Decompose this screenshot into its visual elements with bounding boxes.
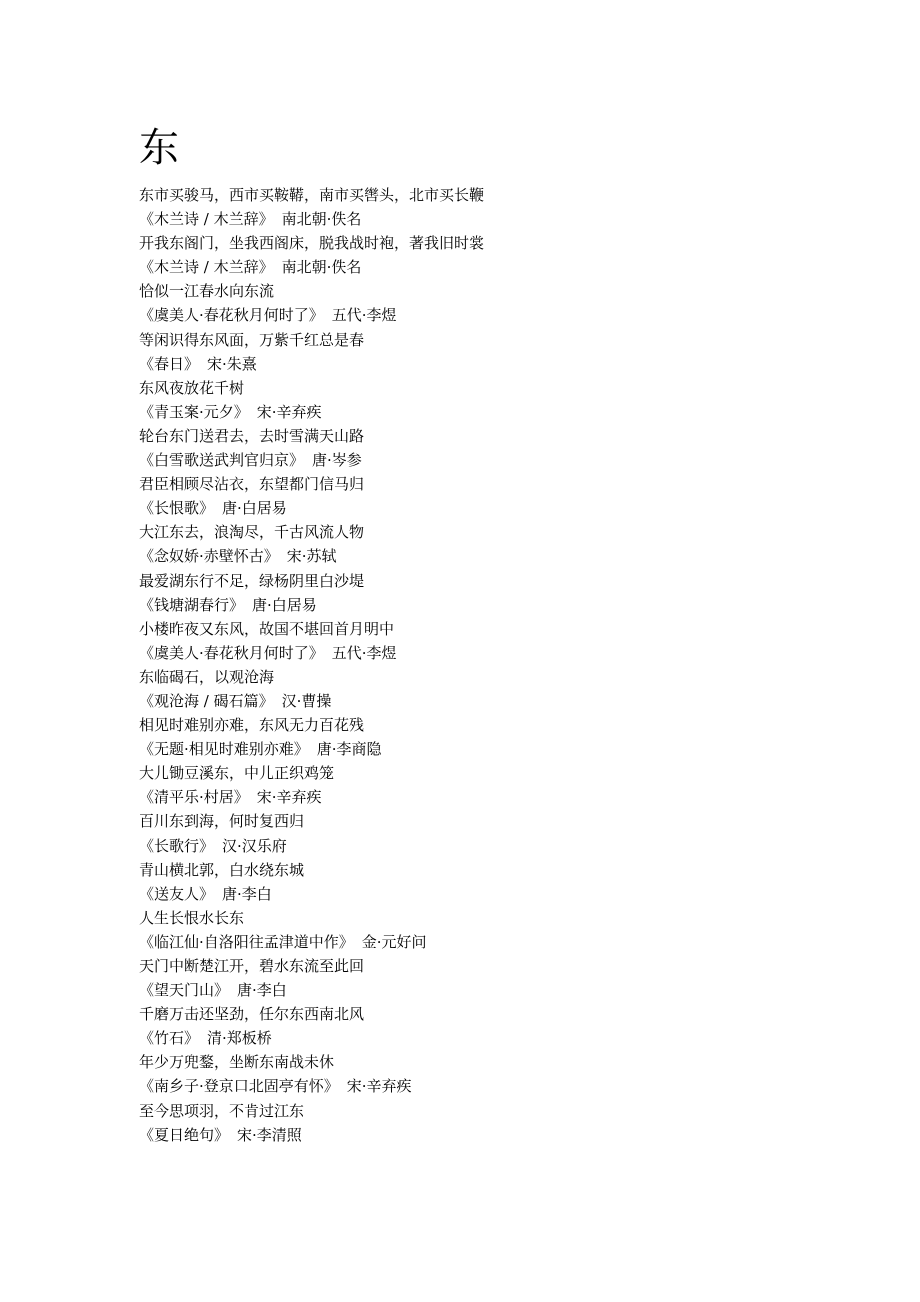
verse-line: 东市买骏马，西市买鞍鞯，南市买辔头，北市买长鞭 — [139, 186, 485, 204]
verse-line: 至今思项羽，不肯过江东 — [139, 1101, 305, 1120]
work-title: 《钱塘湖春行》 — [139, 595, 245, 614]
source-line — [139, 1123, 879, 1147]
author-name: 唐·李白 — [222, 884, 272, 903]
verse-line: 相见时难别亦难，东风无力百花残 — [139, 716, 365, 735]
source-line — [139, 882, 879, 906]
author-name: 宋·辛弃疾 — [256, 402, 322, 421]
verse-line: 百川东到海，何时复西归 — [139, 812, 305, 831]
work-title: 《观沧海 / 碣石篇》 — [139, 691, 274, 710]
author-name: 唐·李商隐 — [316, 740, 382, 759]
verse-line: 开我东阁门，坐我西阁床，脱我战时袍，著我旧时裳 — [139, 234, 485, 253]
author-name: 南北朝·佚名 — [281, 258, 362, 277]
work-title: 《竹石》 — [139, 1029, 200, 1048]
source-line — [139, 978, 879, 1002]
source-line — [139, 1074, 879, 1098]
author-name: 宋·朱熹 — [207, 354, 257, 373]
work-title: 《南乡子·登京口北固亭有怀》 — [139, 1077, 339, 1096]
author-name: 汉·曹操 — [281, 691, 332, 710]
author-name: 唐·岑参 — [312, 451, 362, 470]
work-title: 《无题·相见时难别亦难》 — [139, 740, 309, 759]
verse-line: 小楼昨夜又东风，故国不堪回首月明中 — [139, 619, 395, 638]
work-title: 《望天门山》 — [139, 981, 230, 1000]
work-title: 《临江仙·自洛阳往孟津道中作》 — [139, 932, 354, 951]
author-name: 宋·李清照 — [237, 1125, 302, 1144]
author-name: 唐·白居易 — [252, 595, 317, 614]
author-name: 宋·辛弃疾 — [256, 788, 322, 807]
work-title: 《白雪歌送武判官归京》 — [139, 451, 305, 470]
work-title: 《念奴娇·赤壁怀古》 — [139, 547, 279, 566]
source-line — [139, 930, 879, 954]
verse-line: 轮台东门送君去，去时雪满天山路 — [139, 426, 365, 445]
page-title: 东 — [139, 125, 179, 171]
source-line — [139, 207, 879, 231]
verse-line: 东临碣石，以观沧海 — [139, 667, 275, 686]
source-line — [139, 785, 879, 809]
author-name: 五代·李煜 — [331, 643, 397, 662]
work-title: 《长恨歌》 — [139, 499, 215, 518]
verse-line: 大江东去，浪淘尽，千古风流人物 — [139, 523, 365, 542]
author-name: 唐·李白 — [237, 981, 287, 1000]
author-name: 汉·汉乐府 — [222, 836, 287, 855]
verse-line: 大儿锄豆溪东，中儿正织鸡笼 — [139, 764, 335, 783]
work-title: 《虞美人·春花秋月何时了》 — [139, 643, 324, 662]
author-name: 唐·白居易 — [222, 499, 287, 518]
verse-line: 等闲识得东风面，万紫千红总是春 — [139, 330, 365, 349]
source-line — [139, 834, 879, 858]
work-title: 《清平乐·村居》 — [139, 788, 249, 807]
work-title: 《木兰诗 / 木兰辞》 — [139, 258, 274, 277]
verse-line: 东风夜放花千树 — [139, 378, 245, 397]
work-title: 《送友人》 — [139, 884, 215, 903]
author-name: 南北朝·佚名 — [281, 210, 362, 229]
verse-line: 千磨万击还坚劲，任尔东西南北风 — [139, 1005, 365, 1024]
verse-line: 人生长恨水长东 — [139, 908, 245, 927]
source-line — [139, 400, 879, 424]
source-line — [139, 593, 879, 617]
source-line — [139, 496, 879, 520]
verse-line: 天门中断楚江开，碧水东流至此回 — [139, 957, 365, 975]
source-line — [139, 689, 879, 713]
source-line — [139, 544, 879, 568]
work-title: 《青玉案·元夕》 — [139, 402, 249, 421]
source-line — [139, 352, 879, 376]
source-line — [139, 1026, 879, 1050]
work-title: 《木兰诗 / 木兰辞》 — [139, 210, 274, 229]
source-line — [139, 303, 879, 327]
verse-line: 恰似一江春水向东流 — [139, 282, 275, 301]
source-line — [139, 255, 879, 279]
verse-line: 年少万兜鍪，坐断东南战未休 — [139, 1053, 335, 1072]
work-title: 《夏日绝句》 — [139, 1125, 230, 1144]
verse-line: 最爱湖东行不足，绿杨阴里白沙堤 — [139, 571, 365, 590]
source-line — [139, 641, 879, 665]
author-name: 五代·李煜 — [331, 306, 397, 325]
source-line — [139, 448, 879, 472]
poem-entry-list — [139, 183, 879, 1147]
author-name: 金·元好问 — [361, 932, 427, 951]
author-name: 宋·辛弃疾 — [346, 1077, 412, 1096]
work-title: 《虞美人·春花秋月何时了》 — [139, 306, 324, 325]
verse-line: 青山横北郭，白水绕东城 — [139, 860, 305, 879]
source-line — [139, 737, 879, 761]
work-title: 《长歌行》 — [139, 836, 215, 855]
work-title: 《春日》 — [139, 354, 200, 373]
verse-line: 君臣相顾尽沾衣，东望都门信马归 — [139, 475, 365, 494]
author-name: 清·郑板桥 — [207, 1029, 272, 1048]
author-name: 宋·苏轼 — [286, 547, 337, 566]
